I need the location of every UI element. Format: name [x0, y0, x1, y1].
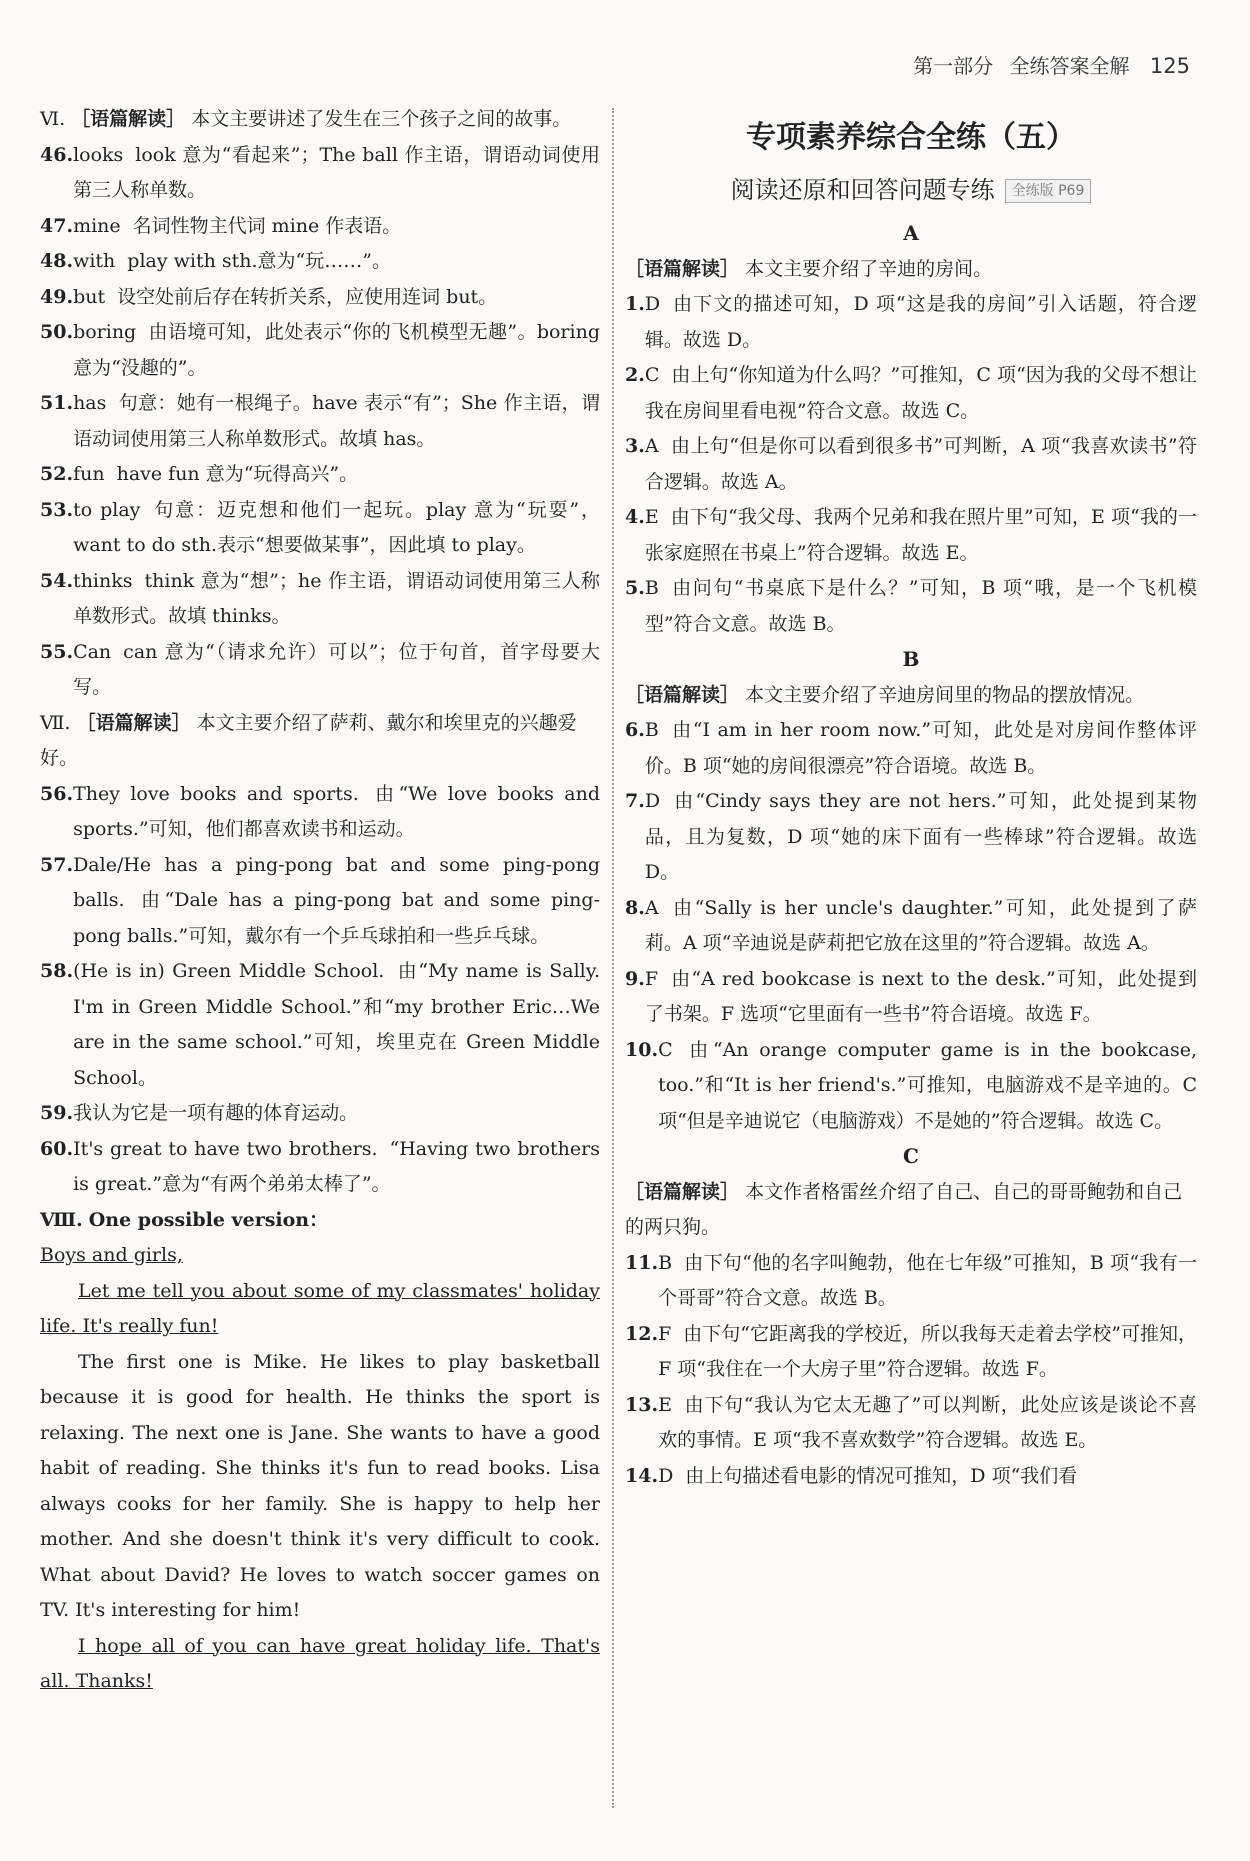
answer-number: 51. — [40, 392, 74, 414]
answer-item — [625, 891, 1197, 962]
answer-number: 46. — [40, 143, 74, 166]
answer-key: mine — [73, 214, 121, 237]
answer-explanation: have fun 意为“玩得高兴”。 — [116, 463, 359, 485]
answer-item — [625, 962, 1197, 1033]
answer-body — [658, 1388, 1197, 1459]
answer-body — [73, 564, 600, 635]
answer-explanation: 由“A red bookcase is next to the desk.”可知，此处提到了书架。F 选项“它里面有一些书”符合语境。故选 F。 — [644, 967, 1197, 1025]
answer-item — [625, 571, 1197, 642]
answer-body — [658, 1317, 1197, 1388]
answer-explanation: 由“Dale has a ping-pong bat and some ping-pong balls.”可知，戴尔有一个乒乓球拍和一些乒乓球。 — [73, 889, 600, 947]
answer-explanation: can 意为“（请求允许）可以”；位于句首，首字母要大写。 — [73, 640, 600, 698]
answer-explanation: 由“Sally is her uncle's daughter.”可知，此处提到了萨莉。A 项“辛迪说是萨莉把它放在这里的”符合逻辑。故选 A。 — [644, 896, 1197, 954]
answer-explanation: 由“My name is Sally. I'm in Green Middle School.”和“my brother Eric…We are in the same school.”可知，埃里克在 Green Middle School。 — [73, 960, 601, 1089]
section-title: 专项素养综合全练（五） — [746, 120, 1076, 155]
answer-explanation: 设空处前后存在转折关系，应使用连词 but。 — [117, 285, 498, 308]
answer-number: 47. — [40, 214, 74, 237]
answer-explanation: 由下句“他的名字叫鲍勃，他在七年级”可推知，B 项“我有一个哥哥”符合文意。故选 B。 — [658, 1251, 1197, 1309]
answer-number: 50. — [40, 321, 74, 343]
part-a-letter: A — [903, 221, 919, 245]
answer-key: It's great to have two brothers. — [73, 1137, 378, 1160]
answer-number: 48. — [40, 250, 74, 272]
answer-key: with — [73, 250, 116, 272]
answer-explanation: 由下句“我父母、我两个兄弟和我在照片里”可知，E 项“我的一张家庭照在书桌上”符合逻辑。故选 E。 — [644, 506, 1197, 564]
answer-key: D — [644, 293, 661, 315]
answer-explanation: 句意：迈克想和他们一起玩。play 意为“玩耍”，want to do sth.表示“想要做某事”，因此填 to play。 — [73, 498, 600, 556]
answer-item — [40, 493, 600, 564]
part-a-answers — [625, 287, 1197, 642]
part-b-letter: B — [902, 647, 920, 671]
answer-item — [40, 280, 600, 316]
discourse-label: ［语篇解读］ — [625, 1180, 740, 1203]
answer-item — [625, 500, 1197, 571]
discourse-text: 本文主要介绍了辛迪房间里的物品的摆放情况。 — [745, 683, 1145, 706]
answer-explanation: 由“Cindy says they are not hers.”可知，此处提到某物品，且为复数，D 项“她的床下面有一些棒球”符合逻辑。故选 D。 — [644, 790, 1197, 883]
answer-item — [625, 1246, 1197, 1317]
answer-item — [40, 386, 600, 457]
answer-explanation: look 意为“看起来”；The ball 作主语，谓语动词使用第三人称单数。 — [73, 143, 600, 201]
answer-number: 58. — [40, 960, 74, 982]
answer-number: 57. — [40, 853, 74, 876]
answer-item — [40, 777, 600, 848]
answer-key: to play — [73, 498, 141, 521]
section-6-intro — [40, 102, 600, 138]
answer-key: Can — [73, 640, 112, 663]
left-column — [40, 102, 600, 1700]
answer-explanation: 由“I am in her room now.”可知，此处是对房间作整体评价。B 项“她的房间很漂亮”符合语境。故选 B。 — [644, 719, 1197, 777]
answer-explanation: 由“We love books and sports.”可知，他们都喜欢读书和运动。 — [73, 782, 600, 840]
answer-item — [40, 848, 600, 955]
answer-body — [73, 493, 600, 564]
answer-body — [73, 244, 600, 280]
answer-body — [645, 713, 1197, 784]
answer-item — [40, 315, 600, 386]
answer-item — [625, 287, 1197, 358]
answer-body — [645, 784, 1197, 891]
answer-key: C — [658, 1038, 673, 1061]
answer-body — [73, 209, 600, 245]
answer-number: 1. — [625, 293, 645, 315]
answer-body — [73, 848, 600, 955]
roman-numeral: Ⅷ. — [40, 1208, 83, 1231]
section-6-answers — [40, 138, 600, 706]
answer-number: 60. — [40, 1137, 74, 1160]
answer-explanation: 由问句“书桌底下是什么？”可知，B 项“哦，是一个飞机模型”符合文意。故选 B。 — [644, 577, 1197, 635]
roman-numeral: Ⅵ. — [40, 108, 66, 130]
answer-body — [73, 280, 600, 316]
subtitle-text: 阅读还原和回答问题专练 — [730, 176, 995, 204]
page-number: 125 — [1149, 54, 1190, 78]
discourse-label: ［语篇解读］ — [625, 683, 740, 706]
answer-item — [625, 358, 1197, 429]
answer-explanation: 由上句描述看电影的情况可推知，D 项“我们看 — [685, 1464, 1078, 1487]
answer-item — [40, 209, 600, 245]
answer-key: boring — [73, 321, 137, 343]
discourse-text: 本文主要介绍了辛迪的房间。 — [745, 257, 993, 280]
answer-body — [73, 954, 600, 1096]
answer-number: 11. — [625, 1251, 659, 1274]
discourse-text: 本文主要介绍了萨莉、戴尔和埃里克的兴趣爱好。 — [40, 711, 577, 769]
answer-explanation: 由语境可知，此处表示“你的飞机模型无趣”。boring 意为“没趣的”。 — [73, 321, 600, 379]
answer-key: B — [658, 1251, 673, 1274]
answer-item — [625, 713, 1197, 784]
discourse-label: ［语篇解读］ — [76, 711, 191, 734]
essay-paragraph-2: The first one is Mike. He likes to play basketball because it is good for health. He thinks the sport is relaxing. The next one is Jane. She wants to have a good habit of reading. She thinks it's fun to read books. Lisa always cooks for her family. She is happy to help her mother. And she doesn't think it's very difficult to cook. What about David? He loves to watch soccer games on TV. It's interesting for him! — [40, 1350, 600, 1621]
answer-body — [73, 315, 600, 386]
part-c-letter: C — [903, 1144, 919, 1168]
answer-item — [40, 244, 600, 280]
discourse-label: ［语篇解读］ — [71, 108, 186, 130]
header-part: 第一部分 — [913, 54, 994, 78]
answer-item — [625, 1317, 1197, 1388]
answer-body — [645, 287, 1197, 358]
essay-paragraph-1: Let me tell you about some of my classmates' holiday life. It's really fun! — [40, 1279, 600, 1337]
answer-number: 13. — [625, 1393, 659, 1416]
answer-body — [73, 138, 600, 209]
answer-item — [40, 457, 600, 493]
answer-key: D — [644, 790, 661, 812]
answer-explanation: 由下句“我认为它太无趣了”可以判断，此处应该是谈论不喜欢的事情。E 项“我不喜欢数学”符合逻辑。故选 E。 — [658, 1393, 1197, 1451]
answer-body — [645, 962, 1197, 1033]
answer-number: 49. — [40, 285, 74, 308]
answer-key: They love books and sports. — [73, 782, 359, 805]
answer-explanation: 由下文的描述可知，D 项“这是我的房间”引入话题，符合逻辑。故选 D。 — [644, 293, 1197, 351]
sample-essay — [40, 1238, 600, 1700]
answer-number: 12. — [625, 1322, 659, 1345]
answer-explanation: think 意为“想”；he 作主语，谓语动词使用第三人称单数形式。故填 thinks。 — [73, 569, 600, 627]
answer-key: but — [73, 285, 106, 308]
answer-item — [40, 1132, 600, 1203]
answer-body — [73, 777, 600, 848]
answer-number: 55. — [40, 640, 74, 663]
answer-item — [625, 784, 1197, 891]
answer-item — [625, 1033, 1197, 1140]
answer-body — [73, 457, 600, 493]
answer-body — [658, 1459, 1197, 1495]
discourse-label: ［语篇解读］ — [625, 257, 740, 280]
answer-item — [40, 635, 600, 706]
answer-item — [625, 1388, 1197, 1459]
answer-explanation: 名词性物主代词 mine 作表语。 — [132, 214, 402, 237]
answer-item — [625, 1459, 1197, 1495]
roman-numeral: Ⅶ. — [40, 711, 71, 734]
section-7-intro — [40, 706, 600, 777]
answer-number: 6. — [625, 719, 645, 741]
right-column — [625, 102, 1197, 1494]
essay-greeting: Boys and girls, — [40, 1244, 183, 1266]
answer-key: (He is in) Green Middle School. — [73, 960, 385, 982]
column-divider — [612, 108, 614, 1808]
discourse-text: 本文主要讲述了发生在三个孩子之间的故事。 — [191, 108, 572, 130]
page-header — [903, 50, 1190, 79]
part-b-answers — [625, 713, 1197, 1139]
essay-paragraph-3: I hope all of you can have great holiday life. That's all. Thanks! — [40, 1634, 600, 1692]
answer-body — [73, 386, 600, 457]
answer-key: Dale/He has a ping-pong bat and some ping-pong balls. — [73, 853, 600, 911]
answer-item — [40, 564, 600, 635]
answer-key: has — [73, 392, 107, 414]
answer-number: 9. — [625, 967, 645, 990]
page-reference-tag: 全练版 P69 — [1005, 179, 1092, 203]
answer-explanation: 由下句“它距离我的学校近，所以我每天走着去学校”可推知，F 项“我住在一个大房子里”符合逻辑。故选 F。 — [658, 1322, 1197, 1380]
answer-body — [645, 358, 1197, 429]
answer-key: looks — [73, 143, 124, 166]
answer-explanation: 由上句“但是你可以看到很多书”可判断，A 项“我喜欢读书”符合逻辑。故选 A。 — [644, 435, 1197, 493]
answer-key: E — [658, 1393, 672, 1416]
answer-key: B — [644, 577, 659, 599]
answer-key: D — [658, 1464, 674, 1487]
answer-item — [40, 954, 600, 1096]
answer-explanation: “Having two brothers is great.”意为“有两个弟弟太棒了”。 — [73, 1137, 600, 1195]
answer-key: F — [644, 967, 659, 990]
answer-explanation: 由上句“你知道为什么吗？”可推知，C 项“因为我的父母不想让我在房间里看电视”符合文意。故选 C。 — [644, 364, 1197, 422]
discourse-text: 本文作者格雷丝介绍了自己、自己的哥哥鲍勃和自己的两只狗。 — [625, 1180, 1183, 1238]
section-subtitle — [625, 168, 1197, 212]
answer-body — [658, 1246, 1197, 1317]
answer-number: 8. — [625, 896, 645, 919]
header-section: 全练答案全解 — [1009, 54, 1130, 78]
section-7-answers — [40, 777, 600, 1203]
answer-key: E — [644, 506, 659, 528]
answer-key: F — [658, 1322, 672, 1345]
answer-number: 52. — [40, 463, 74, 485]
answer-body — [73, 1096, 600, 1132]
answer-number: 4. — [625, 506, 645, 528]
answer-number: 10. — [625, 1038, 659, 1061]
answer-item — [40, 138, 600, 209]
answer-key: fun — [73, 463, 105, 485]
answer-key: B — [644, 719, 659, 741]
answer-number: 14. — [625, 1464, 659, 1487]
answer-number: 3. — [625, 435, 645, 457]
answer-body — [645, 891, 1197, 962]
section-8-intro — [40, 1203, 600, 1239]
answer-number: 7. — [625, 790, 645, 812]
answer-number: 2. — [625, 364, 645, 386]
answer-body — [645, 429, 1197, 500]
answer-key: 我认为它是一项有趣的体育运动。 — [73, 1102, 359, 1124]
answer-item — [40, 1096, 600, 1132]
answer-key: A — [644, 435, 659, 457]
answer-key: A — [644, 896, 659, 919]
answer-explanation: 句意：她有一根绳子。have 表示“有”；She 作主语，谓语动词使用第三人称单数形式。故填 has。 — [73, 392, 600, 450]
answer-number: 5. — [625, 577, 645, 599]
answer-item — [625, 429, 1197, 500]
answer-body — [645, 500, 1197, 571]
answer-number: 56. — [40, 782, 74, 805]
answer-body — [73, 635, 600, 706]
answer-body — [73, 1132, 600, 1203]
sample-label: One possible version： — [88, 1208, 329, 1231]
part-b-intro — [625, 678, 1197, 714]
answer-explanation: 由“An orange computer game is in the bookcase, too.”和“It is her friend's.”可推知，电脑游戏不是辛迪的。C 项“但是辛迪说它（电脑游戏）不是她的”符合逻辑。故选 C。 — [658, 1038, 1197, 1132]
answer-body — [658, 1033, 1197, 1140]
part-c-answers — [625, 1246, 1197, 1495]
answer-key: C — [644, 364, 660, 386]
answer-body — [645, 571, 1197, 642]
answer-key: thinks — [73, 569, 133, 592]
answer-number: 59. — [40, 1102, 74, 1124]
answer-explanation: play with sth.意为“玩……”。 — [127, 250, 391, 272]
answer-number: 54. — [40, 569, 74, 592]
part-a-intro — [625, 252, 1197, 288]
answer-number: 53. — [40, 498, 74, 521]
part-c-intro — [625, 1175, 1197, 1246]
